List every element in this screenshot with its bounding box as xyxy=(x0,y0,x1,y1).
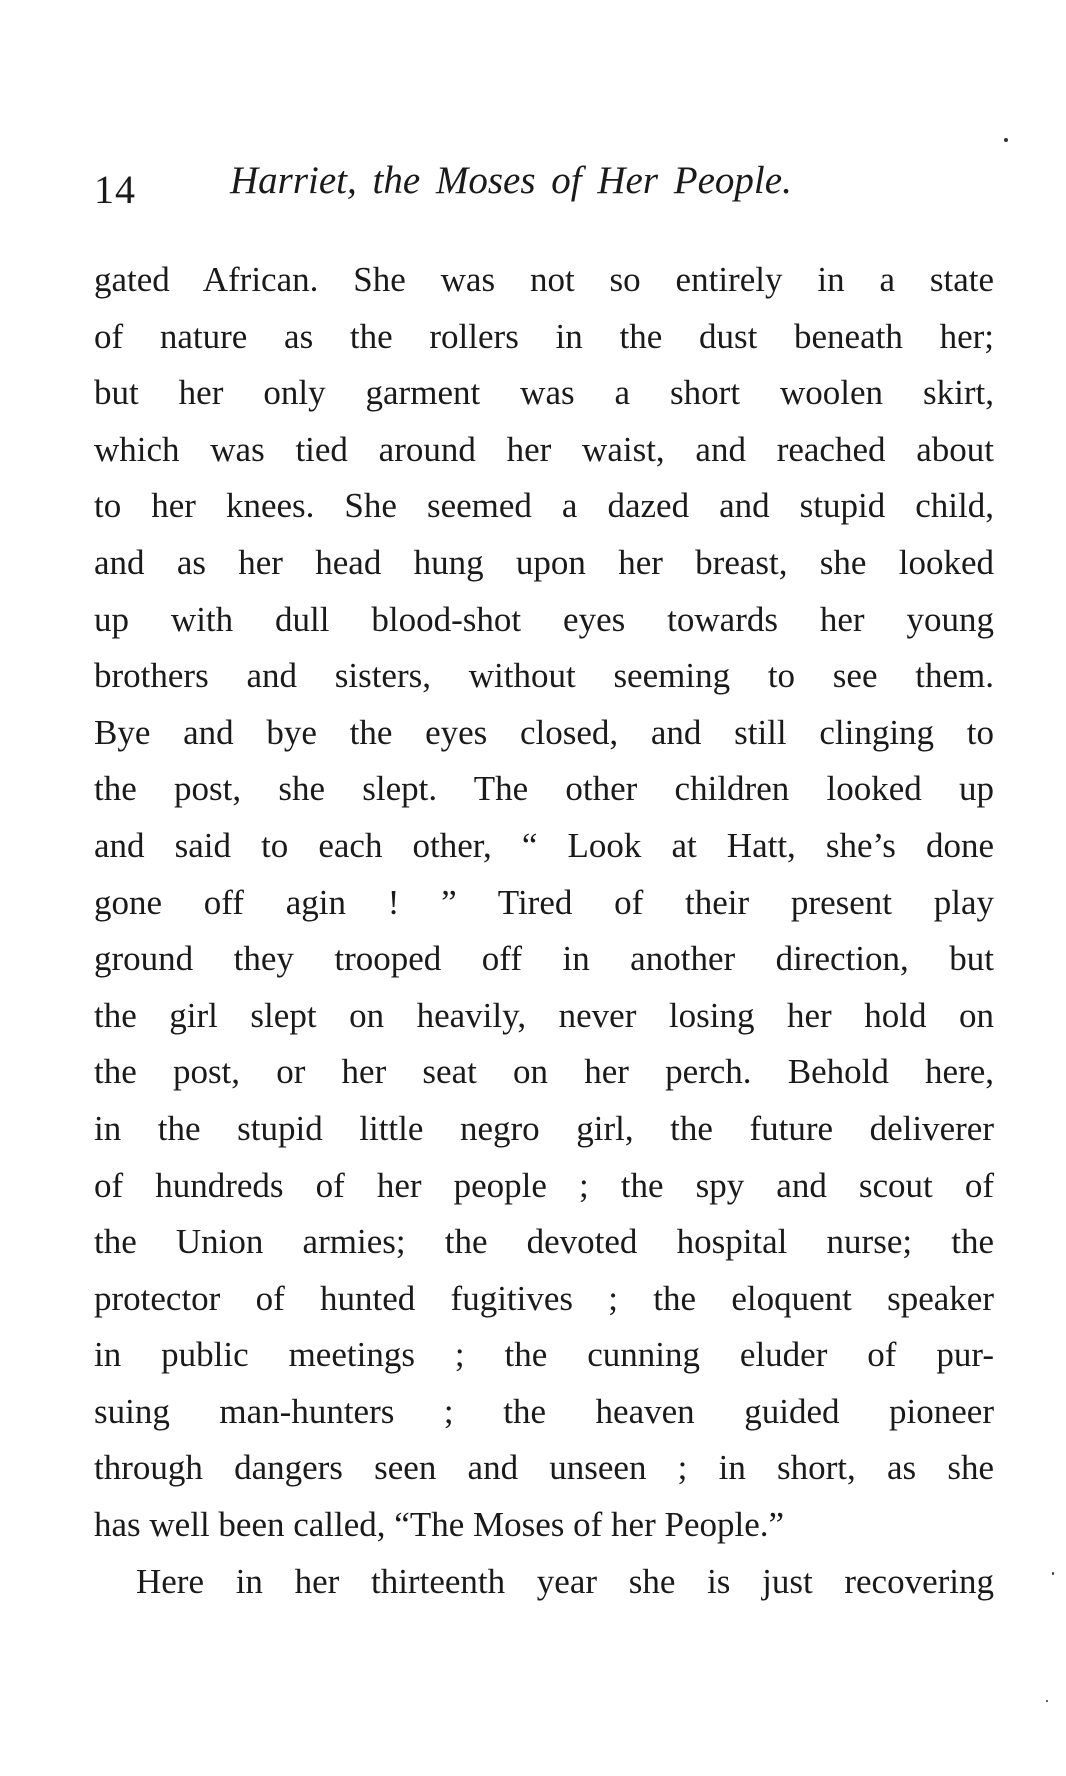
running-head xyxy=(94,158,994,218)
paragraph-start-line: Here in her thirteenth year she is just recovering xyxy=(136,1561,994,1601)
scan-speck xyxy=(1046,1700,1048,1702)
scan-speck xyxy=(1004,138,1008,142)
text-line: in the stupid little negro girl, the future deliverer xyxy=(94,1108,994,1148)
text-line: of nature as the rollers in the dust beneath her; xyxy=(94,316,994,356)
text-line: gated African. She was not so entirely in a state xyxy=(94,260,994,299)
text-line: the post, or her seat on her perch. Behold here, xyxy=(94,1052,994,1092)
text-line: gone off agin ! ” Tired of their present play xyxy=(94,882,994,922)
text-line: but her only garment was a short woolen skirt, xyxy=(94,373,994,413)
body-text xyxy=(94,252,994,1610)
text-line: which was tied around her waist, and reached about xyxy=(94,429,994,469)
text-line: and said to each other, “ Look at Hatt, she’s done xyxy=(94,825,994,865)
text-line: Bye and bye the eyes closed, and still clinging to xyxy=(94,712,994,752)
text-line: up with dull blood-shot eyes towards her young xyxy=(94,599,994,639)
text-line: to her knees. She seemed a dazed and stupid child, xyxy=(94,486,994,526)
running-title: Harriet, the Moses of Her People. xyxy=(230,159,792,202)
text-line: ground they trooped off in another direction, but xyxy=(94,939,994,979)
text-line: protector of hunted fugitives ; the eloquent speaker xyxy=(94,1278,994,1318)
text-line: brothers and sisters, without seeming to see them. xyxy=(94,656,994,696)
text-line: the post, she slept. The other children looked up xyxy=(94,769,994,809)
text-line: the girl slept on heavily, never losing her hold on xyxy=(94,995,994,1035)
text-line: in public meetings ; the cunning eluder of pur- xyxy=(94,1335,994,1375)
scan-speck xyxy=(1052,1572,1054,1575)
text-line: of hundreds of her people ; the spy and scout of xyxy=(94,1165,994,1205)
text-line: through dangers seen and unseen ; in short, as she xyxy=(94,1448,994,1488)
paragraph-end-line: has well been called, “The Moses of her People.” xyxy=(94,1505,785,1545)
page-number: 14 xyxy=(94,167,136,212)
text-line: and as her head hung upon her breast, she looked xyxy=(94,542,994,582)
text-line: the Union armies; the devoted hospital nurse; the xyxy=(94,1222,994,1262)
text-line: suing man-hunters ; the heaven guided pioneer xyxy=(94,1391,994,1431)
